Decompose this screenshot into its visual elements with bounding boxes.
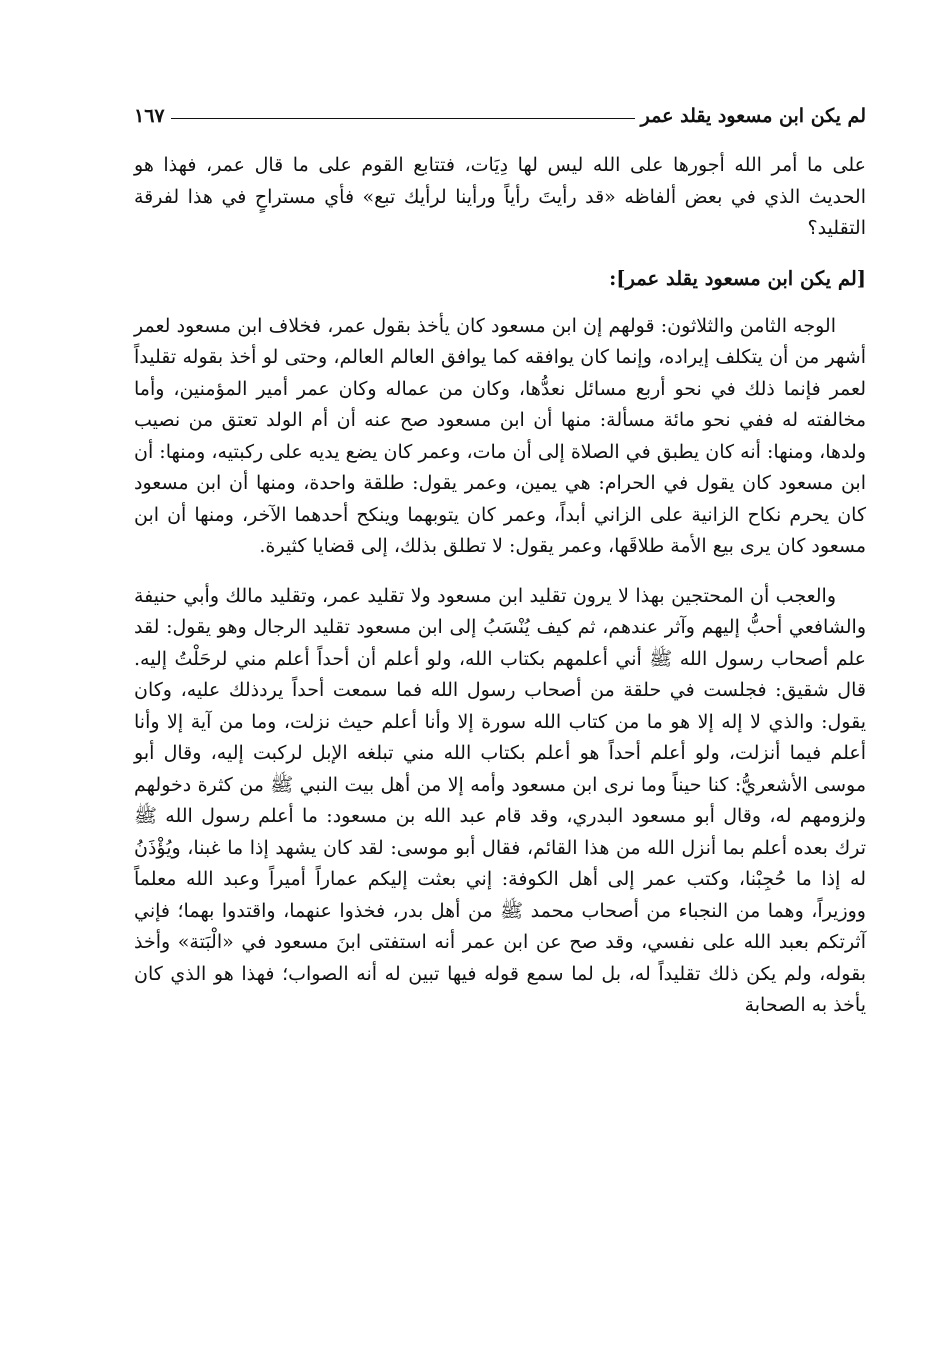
paragraph-thirty-eighth-aspect: الوجه الثامن والثلاثون: قولهم إن ابن مسعود كان يأخذ بقول عمر، فخلاف ابن مسعود لعمر أشهر من أن يتكلف إيراده، وإنما كان يوافقه كما يوافق العالم العالم، وحتى لو أخذ بقوله تقليداً لعمر فإنما ذلك في نحو أربع مسائل نعدُّها، وكان من عماله وكان عمر أمير المؤمنين، وأما مخالفته له ففي نحو مائة مسألة: منها أن ابن مسعود صح عنه أن أم الولد تعتق من نصيب ولدها، ومنها: أنه كان يطبق في الصلاة إلى أن مات، وعمر كان يضع يديه على ركبتيه، ومنها: أن ابن مسعود كان يقول في الحرام: هي يمين، وعمر يقول: طلقة واحدة، ومنها أن ابن مسعود كان يحرم نكاح الزانية على الزاني أبداً، وعمر كان يتوبهما وينكح أحدهما الآخر، ومنها أن ابن مسعود كان يرى بيع الأمة طلاقَها، وعمر يقول: لا تطلق بذلك، إلى قضايا كثيرة. [134, 314, 866, 557]
section-heading: [لم يكن ابن مسعود يقلد عمر]: [609, 266, 866, 290]
paragraph-continuation: على ما أمر الله أجورها على الله ليس لها دِيَات، فتتابع القوم على ما قال عمر، فهذا هو الحديث الذي في بعض ألفاظه «قد رأيتَ رأياً ورأينا لرأيك تبع» فأي مستراحٍ في هذا لفرقة التقليد؟ [134, 154, 866, 239]
book-page [134, 98, 866, 1022]
paragraph-wonder: والعجب أن المحتجين بهذا لا يرون تقليد ابن مسعود ولا تقليد عمر، وتقليد مالك وأبي حنيفة والشافعي أحبُّ إليهم وآثر عندهم، ثم كيف يُنْسَبُ إلى ابن مسعود تقليد الرجال وهو يقول: لقد علم أصحاب رسول الله ﷺ أني أعلمهم بكتاب الله، ولو أعلم أن أحداً أعلم مني لرحَلْتُ إليه. قال شقيق: فجلست في حلقة من أصحاب رسول الله فما سمعت أحداً يردذلك عليه، وكان يقول: والذي لا إله إلا هو ما من كتاب الله سورة إلا وأنا أعلم حيث نزلت، وما من آية إلا وأنا أعلم فيما أنزلت، ولو أعلم أحداً هو أعلم بكتاب الله مني تبلغه الإبل لركبت إليه، وقال أبو موسى الأشعريُّ: كنا حيناً وما نرى ابن مسعود وأمه إلا من أهل بيت النبي ﷺ من كثرة دخولهم ولزومهم له، وقال أبو مسعود البدري، وقد قام عبد الله بن مسعود: ما أعلم رسول الله ﷺ ترك بعده أعلم بما أنزل الله من هذا القائم، فقال أبو موسى: لقد كان يشهد إذا ما غبنا، ويُؤْذَنُ له إذا ما حُجِبْنا، وكتب عمر إلى أهل الكوفة: إني بعثت إليكم عماراً أميراً وعبد الله معلماً ووزيراً، وهما من النجباء من أصحاب محمد ﷺ من أهل بدر، فخذوا عنهما، واقتدوا بهما؛ فإني آثرتكم بعبد الله على نفسي، وقد صح عن ابن عمر أنه استفتى ابنَ مسعود في «الْبَتة» وأخذ بقوله، ولم يكن ذلك تقليداً له، بل لما سمع قوله فيها تبين له أنه الصواب؛ فهذا هو الذي كان يأخذ به الصحابة [134, 584, 866, 1016]
running-head-title: لم يكن ابن مسعود يقلد عمر [640, 105, 866, 127]
running-head-rule [171, 118, 635, 119]
page-number: ١٦٧ [134, 105, 165, 127]
running-head [134, 98, 866, 134]
